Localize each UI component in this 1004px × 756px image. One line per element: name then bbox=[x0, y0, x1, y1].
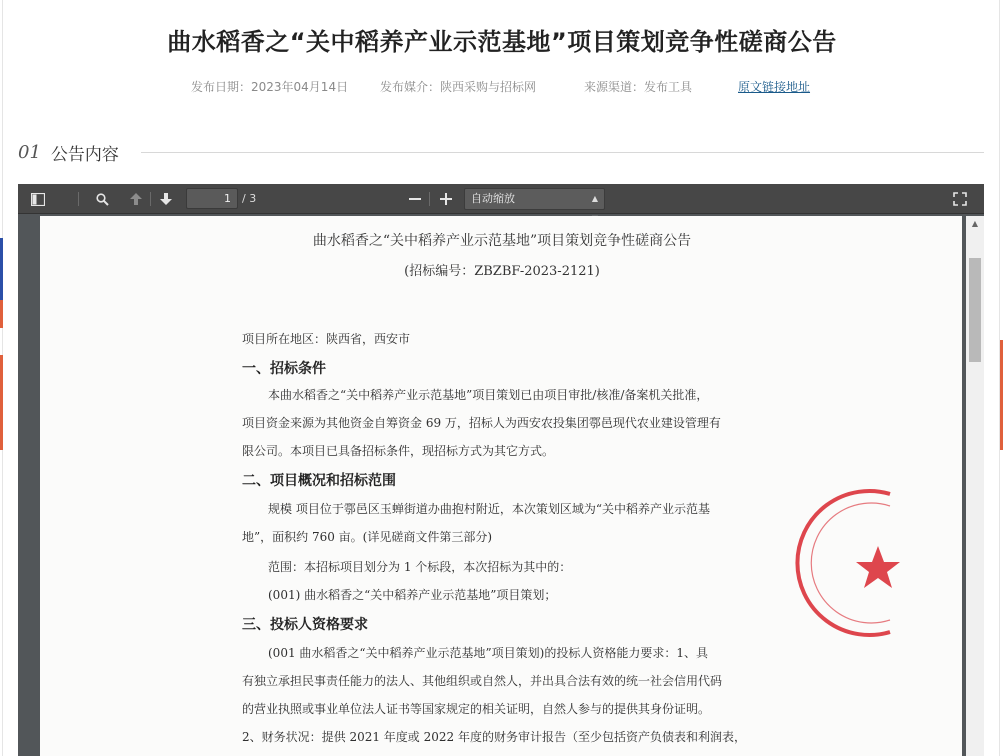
doc-region: 项目所在地区：陕西省，西安市 bbox=[242, 332, 411, 346]
pdf-page bbox=[40, 216, 962, 756]
next-page-button[interactable] bbox=[156, 189, 176, 209]
toolbar-separator bbox=[150, 192, 151, 206]
zoom-in-button[interactable] bbox=[436, 189, 456, 209]
left-accent-mark bbox=[0, 238, 3, 300]
publish-media: 发布媒介：陕西采购与招标网 bbox=[380, 80, 537, 94]
original-link[interactable]: 原文链接地址 bbox=[738, 80, 811, 94]
doc-heading-2: 二、项目概况和招标范围 bbox=[242, 473, 396, 489]
doc-heading-3: 三、投标人资格要求 bbox=[242, 617, 368, 633]
pdf-scrollbar[interactable] bbox=[966, 216, 984, 756]
search-button[interactable] bbox=[92, 189, 112, 209]
pdf-viewer bbox=[18, 184, 984, 756]
arrow-up-icon bbox=[129, 192, 143, 206]
section-divider bbox=[141, 152, 984, 153]
minus-icon bbox=[409, 193, 421, 205]
left-accent-mark-2 bbox=[0, 300, 3, 328]
publish-date: 发布日期：2023年04月14日 bbox=[191, 80, 349, 94]
sidebar-toggle-icon bbox=[31, 193, 45, 206]
doc-line: 范围：本招标项目划分为 1 个标段，本次招标为其中的： bbox=[268, 560, 572, 574]
doc-line: 项目资金来源为其他资金自筹资金 69 万，招标人为西安农投集团鄠邑现代农业建设管理有 bbox=[242, 416, 721, 430]
right-accent-mark bbox=[1000, 340, 1003, 450]
fullscreen-icon bbox=[953, 192, 967, 206]
doc-line: (001 曲水稻香之“关中稻养产业示范基地”项目策划)的投标人资格能力要求：1、具 bbox=[268, 646, 708, 660]
left-accent-mark-3 bbox=[0, 355, 3, 450]
page-total: / 3 bbox=[242, 192, 257, 205]
doc-line: 本曲水稻香之“关中稻养产业示范基地”项目策划已由项目审批/核准/备案机关批准， bbox=[268, 388, 709, 402]
zoom-select[interactable] bbox=[464, 188, 605, 210]
page-number-input[interactable]: 1 bbox=[186, 188, 238, 209]
pdf-toolbar bbox=[18, 184, 984, 214]
toolbar-separator bbox=[78, 192, 79, 206]
zoom-select-value: 自动缩放 bbox=[471, 192, 515, 205]
previous-page-button[interactable] bbox=[126, 189, 146, 209]
source-channel: 来源渠道：发布工具 bbox=[584, 80, 693, 94]
doc-line: 2、财务状况：提供 2021 年度或 2022 年度的财务审计报告（至少包括资产负债表和利润表， bbox=[242, 730, 746, 744]
search-icon bbox=[96, 193, 109, 206]
doc-line: 规模 项目位于鄠邑区玉蝉街道办曲抱村附近，本次策划区域为“关中稻养产业示范基 bbox=[268, 502, 710, 516]
document-title: 曲水稻香之“关中稻养产业示范基地”项目策划竞争性磋商公告 bbox=[312, 233, 692, 249]
section-header bbox=[18, 140, 984, 165]
page-title: 曲水稻香之“关中稻养产业示范基地”项目策划竞争性磋商公告 bbox=[167, 28, 837, 56]
doc-heading-1: 一、招标条件 bbox=[242, 361, 326, 377]
section-label: 公告内容 bbox=[50, 145, 119, 165]
select-arrows-icon: ▲ bbox=[591, 194, 598, 203]
scroll-thumb[interactable] bbox=[969, 258, 981, 362]
doc-line: 有独立承担民事责任能力的法人、其他组织或自然人，并出具合法有效的统一社会信用代码 bbox=[242, 674, 723, 688]
sidebar-toggle-button[interactable] bbox=[28, 189, 48, 209]
fullscreen-button[interactable] bbox=[950, 189, 970, 209]
document-code: (招标编号：ZBZBF-2023-2121) bbox=[404, 264, 600, 279]
plus-icon bbox=[440, 193, 452, 205]
toolbar-separator bbox=[429, 192, 430, 206]
section-number: 01 bbox=[18, 142, 41, 163]
doc-line: 地”，面积约 760 亩。(详见磋商文件第三部分) bbox=[242, 530, 493, 544]
doc-line: 的营业执照或事业单位法人证书等国家规定的相关证明，自然人参与的提供其身份证明。 bbox=[242, 702, 711, 716]
scroll-up-icon[interactable]: ▲ bbox=[971, 219, 979, 228]
arrow-down-icon bbox=[159, 192, 173, 206]
zoom-out-button[interactable] bbox=[405, 189, 425, 209]
doc-line: (001) 曲水稻香之“关中稻养产业示范基地”项目策划； bbox=[268, 588, 557, 602]
doc-line: 限公司。本项目已具备招标条件，现招标方式为其它方式。 bbox=[242, 444, 555, 458]
official-seal bbox=[790, 488, 900, 638]
